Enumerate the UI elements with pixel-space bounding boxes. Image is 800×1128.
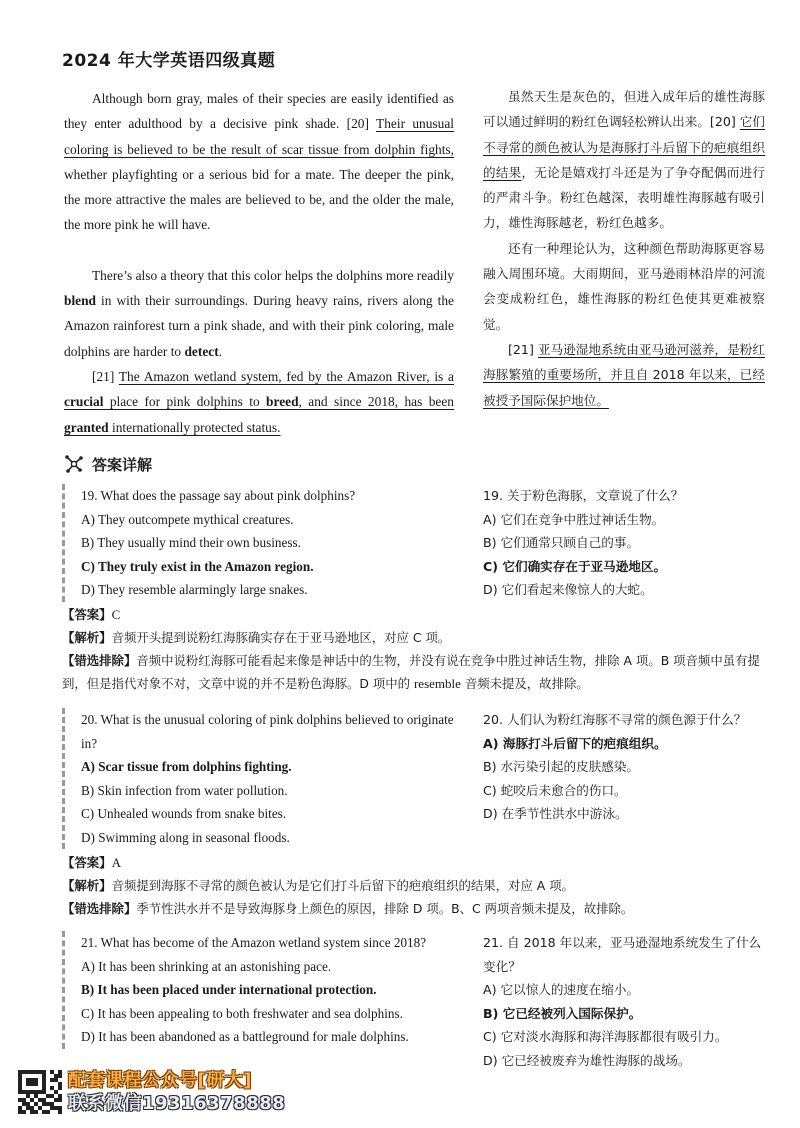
option-a: A) 它以惊人的速度在缩小。 <box>483 982 640 997</box>
question-text: 21. 自 2018 年以来，亚马逊湿地系统发生了什么变化？ <box>483 935 762 974</box>
question-text: 19. What does the passage say about pink dolphins? <box>81 488 356 503</box>
explanation-20 <box>62 851 774 920</box>
watermark-line-1: 配套课程公众号[研大] <box>68 1070 252 1091</box>
passage-text: [21] <box>508 341 538 357</box>
option-a: A) It has been shrinking at an astonishing pace. <box>81 958 332 974</box>
answer-section-heading <box>64 452 152 476</box>
passage-text: [21] <box>92 368 119 384</box>
passage-en-paragraph-2 <box>64 263 454 364</box>
option-d: D) Swimming along in seasonal floods. <box>81 829 290 845</box>
option-b: B) 它们通常只顾自己的事。 <box>483 535 640 550</box>
question-21-chinese <box>483 931 768 1072</box>
underlined-answer-text-20: Their unusual coloring is believed to be the result of scar tissue from dolphin fights, <box>64 116 454 157</box>
option-d: D) They resemble alarmingly large snakes. <box>81 582 308 597</box>
option-d: D) 它已经被废弃为雄性海豚的战场。 <box>483 1052 691 1068</box>
option-c-correct: C) 它们确实存在于亚马逊地区。 <box>483 558 667 574</box>
molecule-icon <box>64 454 84 474</box>
analysis-label: 【解析】 <box>62 878 112 893</box>
bold-keyword: granted <box>64 419 109 435</box>
option-a: A) 它们在竞争中胜过神话生物。 <box>483 511 665 527</box>
option-c: C) 它对淡水海豚和海洋海豚都很有吸引力。 <box>483 1029 728 1044</box>
bold-keyword: detect <box>184 343 219 359</box>
answer-line <box>62 603 774 626</box>
question-21-english <box>62 931 460 1049</box>
analysis-line <box>62 874 774 897</box>
underlined-answer-text-21: The Amazon wetland system, fed by the Amazon River, is a <box>118 368 454 384</box>
analysis-line <box>62 626 774 649</box>
elimination-line <box>62 649 774 695</box>
option-a-correct: A) Scar tissue from dolphins fighting. <box>81 759 292 774</box>
question-19-chinese <box>483 484 768 602</box>
question-text: 20. 人们认为粉红海豚不寻常的颜色源于什么？ <box>483 712 747 727</box>
option-b: B) Skin infection from water pollution. <box>81 782 288 798</box>
passage-text: in with their surroundings. During heavy rains, rivers along the Amazon rainforest turn a pink shade, and with their pink coloring, male dolphins are harder to <box>64 293 454 359</box>
passage-zh-paragraph-3 <box>483 337 765 413</box>
answer-line <box>62 851 774 874</box>
option-a-correct: A) 海豚打斗后留下的疤痕组织。 <box>483 735 667 751</box>
option-a: A) They outcompete mythical creatures. <box>81 511 294 527</box>
passage-zh-paragraph-2: 还有一种理论认为，这种颜色帮助海豚更容易融入周围环境。大雨期间，亚马逊雨林沿岸的河流会变成粉红色，雄性海豚的粉红色使其更难被察觉。 <box>483 240 765 332</box>
passage-en-paragraph-3 <box>64 364 454 440</box>
passage-text: . <box>218 343 223 359</box>
underlined-answer-text-20: 它们不寻常的颜色被认为是海豚打斗后留下的疤痕组织的结果 <box>483 114 765 180</box>
option-d: D) It has been abandoned as a battleground for male dolphins. <box>81 1029 409 1044</box>
answer-value: C <box>111 607 121 622</box>
bold-keyword: breed <box>266 394 299 410</box>
option-b: B) They usually mind their own business. <box>81 535 301 550</box>
option-d: D) 在季节性洪水中游泳。 <box>483 806 628 821</box>
elimination-text: 音频中说粉红海豚可能看起来像是神话中的生物，并没有说在竞争中胜过神话生物，排除 A 项。B 项音频中虽有提到，但是指代对象不对，文章中说的并不是粉色海豚。D 项中的 <box>62 653 760 691</box>
option-b-correct: B) 它已经被列入国际保护。 <box>483 1005 642 1021</box>
underlined-answer-text-21: place for pink dolphins to <box>103 394 267 410</box>
passage-text: ，无论是嬉戏打斗还是为了争夺配偶而进行的严肃斗争。粉红色越深，表明雄性海豚越有吸引力，雄性海豚越老，粉红色越多。 <box>483 164 766 231</box>
passage-text: whether playfighting or a serious bid for a mate. The deeper the pink, the more attractive the males are believed to be, and the older the male, the more pink he will have. <box>64 166 454 233</box>
underlined-answer-text-21: 亚马逊湿地系统由亚马逊河滋养，是粉红海豚繁殖的重要场所，并且自 2018 年以来，已经被授予国际保护地位。 <box>483 341 766 408</box>
question-19-english <box>62 484 460 602</box>
analysis-text: 音频开头提到说粉红海豚确实存在于亚马逊地区，对应 C 项。 <box>111 630 451 645</box>
elimination-text: resemble <box>413 676 461 691</box>
answer-label: 【答案】 <box>62 855 112 870</box>
elimination-text: 音频未提及，故排除。 <box>460 676 589 691</box>
bold-keyword: crucial <box>64 394 104 410</box>
option-c-correct: C) They truly exist in the Amazon region. <box>81 558 314 574</box>
passage-english <box>64 86 454 440</box>
underlined-answer-text-21: , and since 2018, has been <box>298 394 454 410</box>
elimination-line <box>62 897 774 920</box>
passage-text: 虽然天生是灰色的，但进入成年后的雄性海豚可以通过鲜明的粉红色调轻松辨认出来。[20] <box>483 89 765 130</box>
analysis-text: 音频提到海豚不寻常的颜色被认为是它们打斗后留下的疤痕组织的结果，对应 A 项。 <box>111 878 574 893</box>
elimination-text: 季节性洪水并不是导致海豚身上颜色的原因，排除 D 项。B、C 两项音频未提及，故排除。 <box>136 901 634 916</box>
passage-en-paragraph-1 <box>64 86 454 238</box>
footer-watermark <box>18 1070 285 1114</box>
page-title: 2024 年大学英语四级真题 <box>62 51 276 71</box>
question-text: 20. What is the unusual coloring of pink dolphins believed to originate in? <box>81 712 454 751</box>
question-20-english <box>62 708 460 849</box>
option-b-correct: B) It has been placed under international protection. <box>81 982 377 997</box>
answer-value: A <box>111 855 121 870</box>
explanation-19 <box>62 603 774 695</box>
option-c: C) 蛇咬后未愈合的伤口。 <box>483 782 627 798</box>
passage-chinese <box>483 84 765 413</box>
passage-zh-paragraph-1 <box>483 84 765 236</box>
analysis-label: 【解析】 <box>62 630 112 645</box>
elimination-label: 【错选排除】 <box>62 653 137 668</box>
option-c: C) It has been appealing to both freshwater and sea dolphins. <box>81 1005 403 1021</box>
passage-text: Although born gray, males of their species are easily identified as they enter adulthood by a decisive pink shade. [20] <box>64 91 454 132</box>
bold-keyword: blend <box>64 293 97 309</box>
watermark-line-2: 联系微信19316378888 <box>68 1093 286 1114</box>
option-b: B) 水污染引起的皮肤感染。 <box>483 759 640 774</box>
question-20-chinese <box>483 708 768 826</box>
watermark-text <box>68 1070 285 1114</box>
passage-text: There’s also a theory that this color helps the dolphins more readily <box>92 267 454 283</box>
section-heading-label: 答案详解 <box>92 455 153 474</box>
answer-label: 【答案】 <box>62 607 112 622</box>
qr-code-icon <box>18 1070 62 1114</box>
elimination-label: 【错选排除】 <box>62 901 137 916</box>
question-text: 21. What has become of the Amazon wetland system since 2018? <box>81 935 427 950</box>
option-d: D) 它们看起来像惊人的大蛇。 <box>483 582 653 597</box>
option-c: C) Unhealed wounds from snake bites. <box>81 806 287 821</box>
question-text: 19. 关于粉色海豚，文章说了什么？ <box>483 488 684 503</box>
underlined-answer-text-21: internationally protected status. <box>108 419 281 435</box>
